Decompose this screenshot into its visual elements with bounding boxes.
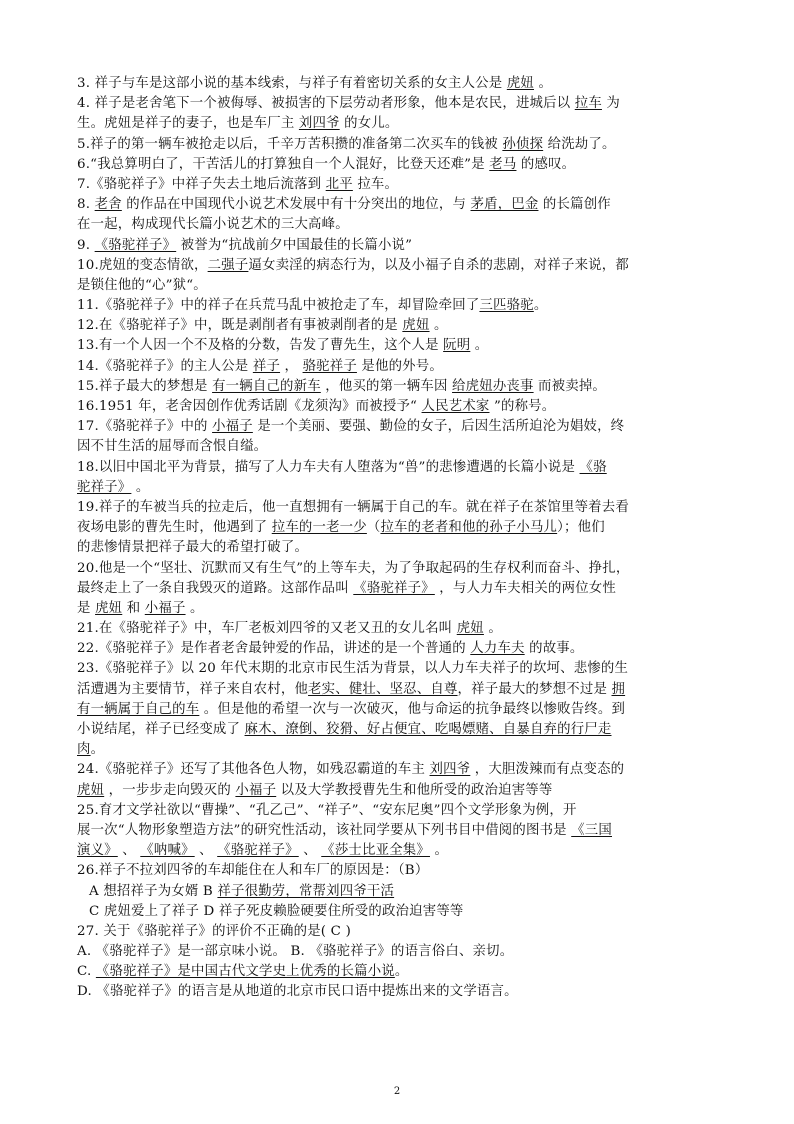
text-line <box>77 236 727 256</box>
question-text: A 想招祥子为女婿 B <box>89 883 218 899</box>
question-text: 是锁住他的“心”狱“。 <box>77 277 207 293</box>
text-line <box>77 902 727 922</box>
answer-text: 祥子很勤劳，常帮刘四爷干活 <box>217 883 395 899</box>
question-text: 拉车。 <box>352 176 399 192</box>
question-text: 13.有一个人因一个不及格的分数，告发了曹先生，这个人是 <box>77 338 444 354</box>
answer-text: 《骆驼祥子》 <box>353 580 435 596</box>
answer-text: 人力车夫 <box>470 641 525 657</box>
question-text: 活遭遇为主要情节，祥子来自农村，他 <box>77 681 309 697</box>
text-line <box>77 559 727 579</box>
answer-text: 麻木、潦倒、狡猾、好占便宜、吃喝嫖赌、自暴自弃的行尸走 <box>244 722 612 737</box>
question-text: ，祥子最大的梦想不过是 <box>457 681 612 697</box>
question-text: 小说结尾，祥子已经变成了 <box>77 722 245 737</box>
question-text: 是一个美丽、要强、勤俭的女子，后因生活所迫沦为娼妓，终 <box>252 419 625 435</box>
question-text: 25.育才文学社欲以“曹操”、“孔乙己”、“祥子”、“安东尼奥”四个文学形象为例，开 <box>77 802 577 818</box>
text-line <box>77 659 727 679</box>
question-list <box>77 74 727 1003</box>
answer-text: 刘四爷 <box>429 762 471 778</box>
question-text: C. <box>77 964 96 980</box>
question-text: 23.《骆驼祥子》以 20 年代末期的北京市民生活为背景，以人力车夫祥子的坎坷、悲惨的生 <box>77 661 629 677</box>
question-text: 。 <box>131 479 150 495</box>
answer-text: 阮明 <box>443 338 471 354</box>
answer-text: 《骆驼祥子》 <box>94 237 177 253</box>
answer-text: 刘四爷 <box>298 116 340 132</box>
text-line <box>77 518 727 538</box>
question-text: 20.他是一个“坚壮、沉默而又有生气”的上等车夫，为了争取起码的生存权利而奋斗、挣扎， <box>77 560 630 576</box>
text-line <box>77 982 727 1002</box>
question-text: 24.《骆驼祥子》还写了其他各色人物，如残忍霸道的车主 <box>77 762 430 778</box>
question-text: 7.《骆驼祥子》中祥子失去土地后流落到 <box>77 176 326 192</box>
answer-text: 虎妞 <box>506 76 534 91</box>
question-text: 12.在《骆驼祥子》中，既是剥削者有事被剥削者的是 <box>77 318 403 334</box>
text-line <box>77 195 727 215</box>
question-text: 6.“我总算明白了，干苦活儿的打算独自一个人混好，比登天还难”是 <box>77 156 490 172</box>
question-text: 被誉为“抗战前夕中国最佳的长篇小说” <box>176 237 413 253</box>
text-line <box>77 114 727 134</box>
answer-text: 《呐喊》 <box>140 843 195 859</box>
text-line <box>77 821 727 841</box>
answer-text: 老舍 <box>94 197 122 213</box>
answer-text: 北平 <box>325 176 353 192</box>
question-text: 8. <box>77 197 95 213</box>
text-line <box>77 458 727 478</box>
question-text: 3. 祥子与车是这部小说的基本线索，与祥子有着密切关系的女主人公是 <box>77 76 507 91</box>
question-text: 14.《骆驼祥子》的主人公是 <box>77 358 253 374</box>
text-line <box>77 155 727 175</box>
answer-text: 给虎妞办丧事 <box>452 378 534 394</box>
question-text: 。 <box>90 742 105 758</box>
answer-text: 拉车的老者和他的孙子小马儿 <box>380 520 558 536</box>
question-text: 5.祥子的第一辆车被抢走以后，千辛万苦积攒的准备第二次买车的钱被 <box>77 136 503 152</box>
text-line <box>77 377 727 397</box>
text-line <box>77 135 727 155</box>
question-text: 。 <box>429 318 448 334</box>
text-line <box>77 942 727 962</box>
text-line <box>77 276 727 296</box>
page-number: 2 <box>393 1086 401 1097</box>
text-line <box>77 760 727 780</box>
text-line <box>77 498 727 518</box>
text-line <box>77 861 727 881</box>
answer-text: 虎妞 <box>95 600 123 616</box>
question-text: 为 <box>601 96 621 112</box>
answer-text: 老马 <box>489 156 517 172</box>
answer-text: 肉 <box>77 742 91 758</box>
text-line <box>77 437 727 457</box>
answer-text: 小福子 <box>144 600 186 616</box>
question-text: 夜场电影的曹先生时，他遇到了 <box>77 520 272 536</box>
text-line <box>77 256 727 276</box>
answer-text: 虎妞 <box>77 782 105 798</box>
text-line <box>77 882 727 902</box>
text-line <box>77 700 727 720</box>
answer-text: 人民艺术家 <box>421 399 490 414</box>
answer-text: 骆驼祥子 <box>302 358 357 374</box>
answer-text: 拉车的一老一少 <box>271 520 367 536</box>
question-text: C 虎妞爱上了祥子 D 祥子死皮赖脸硬要住所受的政治迫害等等 <box>89 903 464 919</box>
question-text: 的故事。 <box>524 641 584 657</box>
text-line <box>77 922 727 942</box>
text-line <box>77 680 727 700</box>
question-text: 17.《骆驼祥子》中的 <box>77 419 213 435</box>
text-line <box>77 336 727 356</box>
question-text: 。 <box>533 298 548 314</box>
question-text: 给洗劫了。 <box>543 136 616 152</box>
question-text: D. 《骆驼祥子》的语言是从地道的北京市民口语中提炼出来的文学语言。 <box>77 984 518 1000</box>
question-text: 19.祥子的车被当兵的拉走后，他一直想拥有一辆属于自己的车。就在祥子在茶馆里等着去看 <box>77 499 629 515</box>
answer-text: 茅盾，巴金 <box>470 197 539 213</box>
text-line <box>77 740 727 760</box>
question-text: 。 <box>429 843 449 859</box>
question-text: 的悲惨情景把祥子最大的希望打破了。 <box>77 540 309 556</box>
text-line <box>77 639 727 659</box>
question-text: 的女儿。 <box>339 116 399 132</box>
question-text: 而被卖掉。 <box>533 378 607 394</box>
question-text: ，与人力车夫相关的两位女性 <box>434 580 616 596</box>
question-text: 的作品在中国现代小说艺术发展中有十分突出的地位，与 <box>121 197 471 213</box>
question-text: 展一次“人物形象塑造方法”的研究性活动，该社同学要从下列书目中借阅的图书是 <box>77 822 572 838</box>
answer-text: 有一辆属于自己的车 <box>77 701 200 717</box>
question-text: ， <box>280 358 303 374</box>
text-line <box>77 538 727 558</box>
answer-text: 《骆 <box>579 459 607 475</box>
text-line <box>77 175 727 195</box>
answer-text: 三匹骆驼 <box>479 298 534 314</box>
question-text: 27. 关于《骆驼祥子》的评价不正确的是( C ) <box>77 923 352 939</box>
answer-text: 拥 <box>611 681 626 697</box>
text-line <box>77 74 727 94</box>
question-text: 生。虎妞是祥子的妻子，也是车厂主 <box>77 116 299 132</box>
question-text: 21.在《骆驼祥子》中，车厂老板刘四爷的又老又丑的女儿名叫 <box>77 621 457 637</box>
text-line <box>77 296 727 316</box>
question-text: 因不甘生活的屈辱而含恨自缢。 <box>77 439 268 455</box>
question-text: （ <box>366 520 381 536</box>
answer-text: 小福子 <box>235 782 277 798</box>
question-text: 逼女卖淫的病态行为，以及小福子自杀的悲剧，对祥子来说，都 <box>248 257 629 273</box>
question-text: ，他买的第一辆车因 <box>320 378 453 394</box>
text-line <box>77 94 727 114</box>
answer-text: 《骆驼祥子》是中国古代文学史上优秀的长篇小说 <box>95 964 395 980</box>
question-text: ，一步步走向毁灭的 <box>104 782 236 798</box>
question-text: 。 <box>470 338 489 354</box>
question-text: ，大胆泼辣而有点变态的 <box>470 762 625 778</box>
text-line <box>77 357 727 377</box>
text-line <box>77 478 727 498</box>
question-text: 。 <box>185 600 204 616</box>
question-text: 的感叹。 <box>516 156 576 172</box>
text-line <box>77 962 727 982</box>
text-line <box>77 781 727 801</box>
question-text: 是他的外号。 <box>356 358 443 374</box>
answer-text: 拉车 <box>574 96 602 112</box>
question-text: ”的称号。 <box>489 399 556 414</box>
answer-text: 二强子 <box>207 257 249 273</box>
text-line <box>77 801 727 821</box>
answer-text: 虎妞 <box>402 318 430 334</box>
text-line <box>77 579 727 599</box>
question-text: A. 《骆驼祥子》是一部京味小说。 B. 《骆驼祥子》的语言俗白、亲切。 <box>77 944 514 960</box>
question-text: 和 <box>122 600 145 616</box>
question-text: 。 <box>534 76 553 91</box>
question-text: 26.祥子不拉刘四爷的车却能住在人和车厂的原因是：（B） <box>77 863 429 879</box>
text-line <box>77 316 727 336</box>
question-text: 10.虎妞的变态情欲， <box>77 257 208 273</box>
answer-text: 虎妞 <box>456 621 484 637</box>
question-text: 15.祥子最大的梦想是 <box>77 378 213 394</box>
question-text: 22.《骆驼祥子》是作者老舍最钟爱的作品，讲述的是一个普通的 <box>77 641 471 657</box>
question-text: 9. <box>77 237 95 253</box>
answer-text: 《三国 <box>571 822 612 838</box>
question-text: 最终走上了一条自我毁灭的道路。这部作品叫 <box>77 580 354 596</box>
question-text: 16.1951 年，老舍因创作优秀话剧《龙须沟》而被授予“ <box>77 399 422 414</box>
question-text: 是 <box>77 600 96 616</box>
question-text: 、 <box>117 843 141 859</box>
question-text: 18.以旧中国北平为背景，描写了人力车夫有人堕落为“兽”的悲惨遭遇的长篇小说是 <box>77 459 580 475</box>
text-line <box>77 841 727 861</box>
text-line <box>77 599 727 619</box>
answer-text: 小福子 <box>212 419 253 435</box>
question-text: 。 <box>394 964 409 980</box>
question-text: 4. 祥子是老舍笔下一个被侮辱、被损害的下层劳动者形象，他本是农民，进城后以 <box>77 96 575 112</box>
text-line <box>77 215 727 235</box>
question-text: 。 <box>483 621 502 637</box>
answer-text: 驼祥子》 <box>77 479 132 495</box>
text-line <box>77 720 727 740</box>
text-line <box>77 397 727 417</box>
answer-text: 有一辆自己的新车 <box>212 378 321 394</box>
question-text: 。但是他的希望一次与一次破灭，他与命运的抗争最终以惨败告终。到 <box>199 701 626 717</box>
answer-text: 祥子 <box>252 358 281 374</box>
answer-text: 老实、健壮、坚忍、自尊 <box>308 681 458 697</box>
question-text: 、 <box>298 843 322 859</box>
answer-text: 孙侦探 <box>502 136 544 152</box>
answer-text: 演义》 <box>77 843 118 859</box>
question-text: ）；他们 <box>557 520 605 536</box>
answer-text: 《骆驼祥子》 <box>217 843 299 859</box>
text-line <box>77 619 727 639</box>
answer-text: 《莎士比亚全集》 <box>321 843 430 859</box>
question-text: 以及大学教授曹先生和他所受的政治迫害等等 <box>276 782 553 798</box>
question-text: 11.《骆驼祥子》中的祥子在兵荒马乱中被抢走了车，却冒险牵回了 <box>77 298 480 314</box>
question-text: 在一起，构成现代长篇小说艺术的三大高峰。 <box>77 217 349 233</box>
question-text: 、 <box>194 843 218 859</box>
question-text: 的长篇创作 <box>538 197 611 213</box>
text-line <box>77 417 727 437</box>
